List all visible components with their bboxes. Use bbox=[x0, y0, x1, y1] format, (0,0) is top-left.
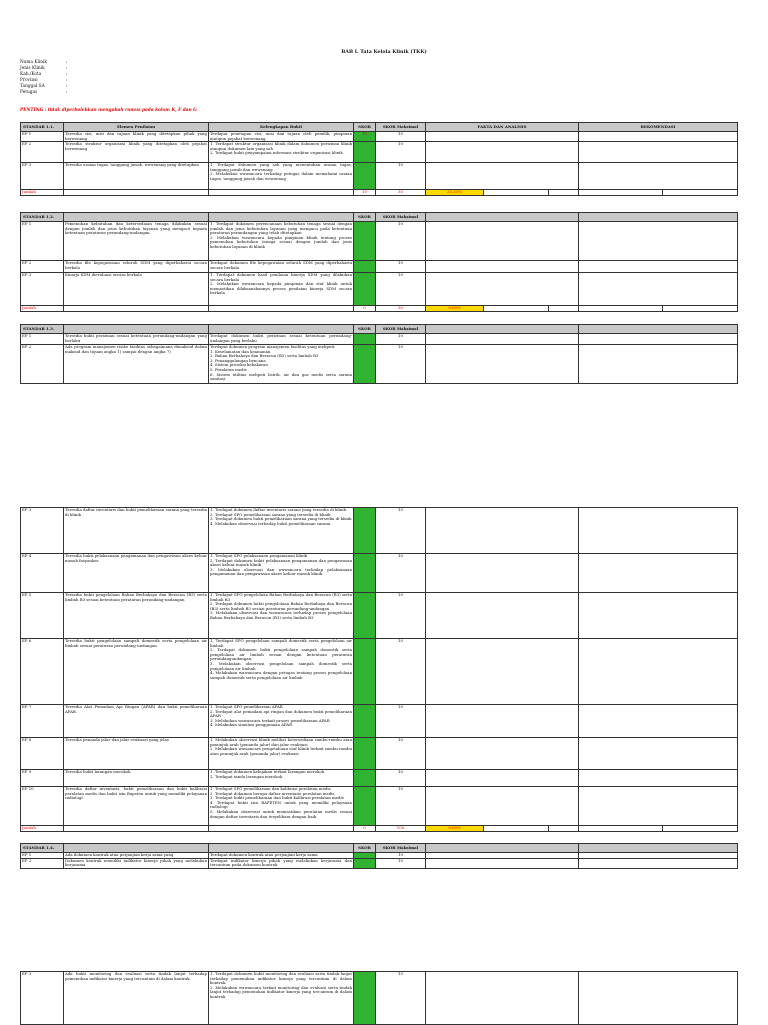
jumlah-max: 100 bbox=[376, 826, 426, 832]
elemen-cell: Ada program manajemen risiko fasilitas sebagaimana dimaksud dalam maksud dan tujuan angka 1) sampai dengan angka 7) bbox=[64, 345, 209, 384]
jumlah-percent: 33,33% bbox=[426, 190, 484, 196]
elemen-cell: Tersedia bukti perizinan sesuai ketentuan perundang-undangan yang berlaku bbox=[65, 333, 207, 343]
bukti-cell: Terdapat dokumen program manajemen fasilitas yang meliputi: 1. Keselamatan dan keamanan 2. Bahan Berbahaya dan Beracun (B3) serta limbah B3 3. Penanggulangan bencana 4. Sistem proteksi kebakaran 5. Peralatan medis 6. Sistem utilitas meliputi listrik, air dan gas medis serta sarana sanitasi bbox=[209, 345, 354, 384]
elemen-cell: Tersedia visi, misi dan tujuan klinik yang ditetapkan pihak yang berwenang bbox=[65, 131, 207, 141]
jumlah-skor: 0 bbox=[354, 826, 376, 832]
header-skor-maks: SKOR Maksimal bbox=[376, 844, 426, 853]
skor-cell[interactable] bbox=[354, 639, 376, 705]
ep-label: EP 2 bbox=[21, 261, 64, 273]
jumlah-percent: 0,00% bbox=[426, 826, 484, 832]
header-rekomendasi: REKOMENDASI bbox=[579, 123, 738, 132]
elemen-cell: Dokumen kontrak memiliki indikator kinerja pihak yang melakukan kerjasama bbox=[65, 858, 207, 868]
standard-title: STANDAR 1.1. bbox=[21, 123, 64, 132]
table-row bbox=[21, 593, 738, 639]
skor-cell[interactable] bbox=[354, 261, 376, 273]
skor-cell[interactable]: 10 bbox=[354, 132, 376, 142]
fakta-cell[interactable] bbox=[426, 334, 579, 345]
jumlah-percent: 0,00% bbox=[426, 306, 484, 312]
elemen-cell: Ada dokumen kontrak atau perjanjian kerja sama yang bbox=[64, 853, 209, 859]
info-sep: : bbox=[66, 90, 68, 96]
max-cell: 10 bbox=[376, 142, 426, 163]
bukti-cell: 1. Terdapat dokumen kebijakan terkait larangan merokok 2. Terdapat tanda larangan merokok bbox=[209, 770, 354, 787]
rekomendasi-cell[interactable] bbox=[579, 770, 738, 787]
ep-label: EP 3 bbox=[21, 508, 64, 554]
elemen-cell: Tersedia bukti pengelolaan sampah domestik serta pengelolaan air limbah sesuai peraturan perundang-undangan bbox=[64, 639, 209, 705]
max-cell: 10 bbox=[376, 705, 426, 738]
header-skor-maks: SKOR Maksimal bbox=[376, 325, 426, 334]
fakta-cell[interactable] bbox=[426, 787, 579, 826]
ep-label: EP 2 bbox=[21, 142, 64, 163]
ep-label: EP 10 bbox=[21, 787, 64, 826]
max-cell: 10 bbox=[376, 639, 426, 705]
bukti-cell: 1. Terdapat dokumen hasil penilaian kinerja SDM yang dilakukan secara berkala 2. Melakukan wawancara kepada pimpinan dan staf klinik untuk memastikan dilaksanakannya proses penilaian kinerja SDM secara berkala bbox=[209, 273, 354, 306]
table-row bbox=[21, 639, 738, 705]
table-row bbox=[21, 334, 738, 345]
info-label: Kab./Kota bbox=[20, 72, 42, 78]
table-row bbox=[21, 273, 738, 306]
fakta-cell[interactable] bbox=[426, 508, 579, 554]
jumlah-skor: 0 bbox=[354, 306, 376, 312]
rekomendasi-cell[interactable] bbox=[579, 593, 738, 639]
max-cell: 10 bbox=[376, 858, 426, 868]
skor-cell[interactable] bbox=[354, 738, 376, 770]
jumlah-label: Jumlah bbox=[21, 306, 64, 312]
rekomendasi-cell[interactable] bbox=[579, 142, 738, 163]
info-label: Petugas bbox=[20, 90, 38, 96]
info-sep: : bbox=[66, 78, 68, 84]
rekomendasi-cell[interactable] bbox=[579, 554, 738, 593]
header-skor: SKOR bbox=[354, 213, 376, 222]
max-cell: 10 bbox=[376, 508, 426, 554]
table-row bbox=[21, 972, 738, 1025]
header-skor: SKOR bbox=[354, 123, 376, 132]
jumlah-row bbox=[21, 306, 738, 312]
jumlah-max: 30 bbox=[376, 190, 426, 196]
elemen-cell: Tersedia struktur organisasi klinik yang ditetapkan oleh pejabat berwenang bbox=[64, 142, 209, 163]
header-fakta: FAKTA DAN ANALISIS bbox=[426, 123, 579, 132]
max-cell: 10 bbox=[376, 334, 426, 345]
fakta-cell[interactable] bbox=[426, 142, 579, 163]
standard-1-3-table bbox=[20, 324, 738, 384]
elemen-cell: Tersedia bukti larangan merokok bbox=[64, 770, 209, 787]
skor-cell[interactable] bbox=[354, 593, 376, 639]
skor-cell[interactable] bbox=[354, 508, 376, 554]
table-row bbox=[21, 554, 738, 593]
max-cell: 10 bbox=[376, 261, 426, 273]
ep-label: EP 5 bbox=[21, 593, 64, 639]
skor-cell[interactable] bbox=[354, 705, 376, 738]
rekomendasi-cell[interactable] bbox=[579, 705, 738, 738]
skor-cell[interactable] bbox=[354, 972, 376, 1025]
fakta-cell[interactable] bbox=[426, 770, 579, 787]
header-bukti: Kelengkapan Bukti bbox=[209, 123, 354, 132]
ep-label: EP 4 bbox=[21, 554, 64, 593]
skor-cell[interactable] bbox=[354, 345, 376, 384]
bukti-cell: 1. Terdapat struktur organisasi klinik dalam dokumen perizinan klinik ataupun dokumen lain yang sah 2. Terdapat bukti penyampaian informasi struktur organisasi klinik bbox=[209, 142, 354, 163]
jumlah-skor: 10 bbox=[354, 190, 376, 196]
fakta-cell[interactable] bbox=[426, 858, 579, 868]
max-cell: 10 bbox=[376, 132, 426, 142]
standard-title: STANDAR 1.2. bbox=[21, 213, 64, 222]
fakta-cell[interactable] bbox=[426, 345, 579, 384]
max-cell: 10 bbox=[376, 554, 426, 593]
max-cell: 10 bbox=[376, 770, 426, 787]
ep-label: EP 2 bbox=[21, 858, 64, 868]
rekomendasi-cell[interactable] bbox=[579, 132, 738, 142]
table-row bbox=[21, 770, 738, 787]
table-row bbox=[21, 738, 738, 770]
ep-label: EP 1 bbox=[21, 222, 64, 261]
bukti-cell: 1. Terdapat SPO pelaksanaan pengamanan klinik 2. Terdapat dokumen bukti pelaksanaan pengamanan dan pengawasan akses keluar masuk klinik 3. Melakukan observasi dan wawancara terhadap pelaksanaan pengamanan dan pengawasan akses keluar masuk klinik bbox=[209, 554, 354, 593]
max-cell: 10 bbox=[376, 593, 426, 639]
rekomendasi-cell[interactable] bbox=[579, 508, 738, 554]
table-row bbox=[21, 705, 738, 738]
table-row bbox=[21, 858, 738, 868]
header-skor: SKOR bbox=[354, 844, 376, 853]
standard-1-2-table bbox=[20, 212, 738, 312]
table-row bbox=[21, 508, 738, 554]
rekomendasi-cell[interactable] bbox=[579, 972, 738, 1025]
elemen-cell: Tersedia daftar inventaris dan bukti pemeliharaan sarana yang tersedia di klinik bbox=[64, 508, 209, 554]
bukti-cell: Terdapat indikator kinerja pihak yang melakukan kerjasama dan tercantum pada dokumen kontrak bbox=[210, 858, 352, 868]
rekomendasi-cell[interactable] bbox=[579, 222, 738, 261]
jumlah-max: 30 bbox=[376, 306, 426, 312]
ep-label: EP 1 bbox=[21, 334, 64, 345]
rekomendasi-cell[interactable] bbox=[579, 163, 738, 190]
info-sep: : bbox=[66, 72, 68, 78]
standard-1-3-continued-table bbox=[20, 507, 738, 832]
ep-label: EP 6 bbox=[21, 639, 64, 705]
header-skor: SKOR bbox=[354, 325, 376, 334]
elemen-cell: Tersedia file kepegawaian seluruh SDM yang diperbaharui secara berkala bbox=[64, 261, 209, 273]
ep-label: EP 3 bbox=[21, 163, 64, 190]
jumlah-row bbox=[21, 826, 738, 832]
rekomendasi-cell[interactable] bbox=[579, 334, 738, 345]
info-label: Jenis Klinik bbox=[20, 66, 45, 72]
fakta-cell[interactable] bbox=[426, 261, 579, 273]
info-sep: : bbox=[66, 84, 68, 90]
elemen-cell: Ada bukti monitoring dan evaluasi serta tindak lanjut terhadap pemenuhan indikator kinerja yang tercantum di dalam kontrak. bbox=[64, 972, 209, 1025]
rekomendasi-cell[interactable] bbox=[579, 273, 738, 306]
max-cell: 10 bbox=[376, 972, 426, 1025]
info-label: Provinsi bbox=[20, 78, 38, 84]
elemen-cell: Tersedia uraian tugas, tanggung jawab, wewenang yang ditetapkan bbox=[64, 163, 209, 190]
skor-cell[interactable] bbox=[354, 858, 376, 868]
ep-label: EP 8 bbox=[21, 738, 64, 770]
ep-label: EP 3 bbox=[21, 273, 64, 306]
elemen-cell: Tersedia bukti pengelolaan Bahan Berbahaya dan Beracun (B3) serta limbah B3 sesuai ketentuan peraturan perundang-undangan bbox=[64, 593, 209, 639]
info-label: Nama Klinik bbox=[20, 60, 48, 65]
skor-cell[interactable] bbox=[354, 142, 376, 163]
max-cell: 10 bbox=[376, 222, 426, 261]
rekomendasi-cell[interactable] bbox=[579, 738, 738, 770]
warning-note: PENTING : tidak diperbolehkan mengubah rumus pada kolom K, F dan G bbox=[20, 108, 197, 113]
bukti-cell: 1. Melakukan observasi klinik melihat ketersediaan rambu-rambu atau penunjuk arah (penanda jalur) dan jalur evakuasi 2. Melakukan wawancara pengetahuan staf klinik terkait rambu-rambu atau penunjuk arah (penanda jalur) evakuasi bbox=[209, 738, 354, 770]
standard-1-4-continued-table bbox=[20, 971, 738, 1025]
header-skor-maks: SKOR Maksimal bbox=[376, 123, 426, 132]
bukti-cell: Terdapat penetapan visi, misi dan tujuan oleh pemilik, pimpinan ataupun pejabat berwenang bbox=[210, 131, 352, 141]
fakta-cell[interactable] bbox=[426, 593, 579, 639]
fakta-cell[interactable] bbox=[426, 163, 579, 190]
table-row bbox=[21, 132, 738, 142]
standard-1-4-table bbox=[20, 843, 738, 869]
fakta-cell[interactable] bbox=[426, 639, 579, 705]
bukti-cell: Terdapat dokumen file kepegawaian seluruh SDM yang diperbaharui secara berkala bbox=[209, 261, 354, 273]
ep-label: EP 9 bbox=[21, 770, 64, 787]
ep-label: EP 1 bbox=[21, 132, 64, 142]
max-cell: 10 bbox=[376, 273, 426, 306]
standard-title: STANDAR 1.4. bbox=[21, 844, 64, 853]
fakta-cell[interactable] bbox=[426, 554, 579, 593]
ep-label: EP 7 bbox=[21, 705, 64, 738]
table-row bbox=[21, 142, 738, 163]
standard-title: STANDAR 1.3. bbox=[21, 325, 64, 334]
info-sep: : bbox=[66, 60, 68, 65]
rekomendasi-cell[interactable] bbox=[579, 858, 738, 868]
bukti-cell: Terdapat dokumen bukti perizinan sesuai ketentuan perundang-undangan yang berlaku bbox=[210, 333, 352, 343]
info-row bbox=[20, 90, 67, 96]
elemen-cell: Kinerja SDM dievaluasi secara berkala bbox=[64, 273, 209, 306]
jumlah-row bbox=[21, 190, 738, 196]
rekomendasi-cell[interactable] bbox=[579, 261, 738, 273]
skor-cell[interactable] bbox=[354, 163, 376, 190]
max-cell: 10 bbox=[376, 738, 426, 770]
bukti-cell: 1. Terdapat SPO pengelolaan sampah domestik serta pengelolaan air limbah 2. Terdapat dokumen bukti pengelolaan sampah domestik serta pengelolaan air limbah sesuai dengan ketentuan peraturan perundangundangan. 3. Melakukan observasi pengelolaan sampah domestik serta pengelolaan air limbah 4. Melakukan wawancara dengan petugas tentang proses pengelolaan sampah domestik serta pengelolaan air limbah bbox=[209, 639, 354, 705]
info-sep: : bbox=[66, 66, 68, 72]
fakta-cell[interactable] bbox=[426, 705, 579, 738]
skor-cell[interactable] bbox=[354, 334, 376, 345]
table-row bbox=[21, 222, 738, 261]
elemen-cell: Tersedia penanda jalur dan jalur evakuasi yang jelas bbox=[64, 738, 209, 770]
fakta-cell[interactable] bbox=[426, 273, 579, 306]
table-row bbox=[21, 163, 738, 190]
clinic-info bbox=[20, 60, 67, 97]
bukti-cell: 1. Terdapat dokumen yang sah yang menentukan uraian tugas, tanggung jawab dan wewenang 2. Melakukan wawancara terhadap petugas dalam memahami uraian tugas, tanggung jawab dan wewenang bbox=[209, 163, 354, 190]
skor-cell[interactable] bbox=[354, 222, 376, 261]
bukti-cell: 1. Terdapat dokumen daftar inventaris sarana yang tersedia di klinik 2. Terdapat SPO pemeliharaan sarana yang tersedia di klinik 3. Terdapat dokumen bukti pemeliharaan sarana yang tersedia di klinik 4. Melakukan observasi terhadap bukti pemeliharaan sarana bbox=[209, 508, 354, 554]
jumlah-label: Jumlah bbox=[21, 190, 64, 196]
rekomendasi-cell[interactable] bbox=[579, 345, 738, 384]
rekomendasi-cell[interactable] bbox=[579, 639, 738, 705]
ep-label: EP 2 bbox=[21, 345, 64, 384]
rekomendasi-cell[interactable] bbox=[579, 787, 738, 826]
fakta-cell[interactable] bbox=[426, 222, 579, 261]
bukti-cell: 1. Terdapat SPO pengelolaan Bahan Berbahaya dan Beracun (B3) serta limbah B3 2. Terdapat dokumen bukti pengelolaan Bahan Berbahaya dan Beracun (B3) serta limbah B3 sesuai peraturan perundang-undangan 3. Melakukan observasi dan wawancara terhadap proses pengelolaan Bahan Berbahaya dan Beracun (B3) serta limbah B3 bbox=[209, 593, 354, 639]
header-skor-maks: SKOR Maksimal bbox=[376, 213, 426, 222]
bukti-cell: 1. Terdapat dokumen bukti monitoring dan evaluasi serta tindak lanjut terhadap pemenuhan indikator kinerja yang tercantum di dalam kontrak. 2. Melakukan wawancara terkait monitoring dan evaluasi serta tindak lanjut terhadap pemenuhan indikator kinerja yang tercantum di dalam kontrak bbox=[209, 972, 354, 1025]
skor-cell[interactable] bbox=[354, 770, 376, 787]
max-cell: 10 bbox=[376, 345, 426, 384]
bukti-cell: 1. Terdapat dokumen perencanaan kebutuhan tenaga sesuai dengan jumlah dan jenis kebutuhan layanan yang mengacu pada ketentuan peraturan perundangan yang telah ditetapkan 2. Melakukan wawancara kepada pimpinan klinik tentang proses pemenuhan kebutuhan tenaga sesuai dengan jumlah dan jenis kebutuhan layanan di klinik bbox=[209, 222, 354, 261]
info-label: Tanggal SA bbox=[20, 84, 45, 90]
max-cell: 10 bbox=[376, 787, 426, 826]
header-elemen: Elemen Penilaian bbox=[64, 123, 209, 132]
elemen-cell: Tersedia bukti pelaksanaan pengamanan dan pengawasan akses keluar masuk fasyankes bbox=[64, 554, 209, 593]
bukti-cell: 1. Terdapat SPO pemeliharaan dan kalibrasi peralatan medis 2. Terdapat dokumen berupa daftar inventaris peralatan medis 3. Terdapat bukti pemeliharaan dan bukti kalibrasi peralatan medis 4. Terdapat bukti izin BAPETEN untuk yang memiliki pelayanan radiologi 5. Melakukan observasi untuk memastikan peralatan medis sesuai dengan daftar inventaris dan terpelihara dengan baik bbox=[209, 787, 354, 826]
document-title: BAB I. Tata Kelola Klinik (TKK) bbox=[341, 49, 427, 55]
fakta-cell[interactable] bbox=[426, 738, 579, 770]
skor-cell[interactable] bbox=[354, 554, 376, 593]
elemen-cell: Tersedia Alat Pemadam Api Ringan (APAR) dan bukti pemeliharaan APAR. bbox=[64, 705, 209, 738]
max-cell: 10 bbox=[376, 853, 426, 859]
fakta-cell[interactable] bbox=[426, 132, 579, 142]
max-cell: 10 bbox=[376, 163, 426, 190]
table-row bbox=[21, 345, 738, 384]
bukti-cell: 1. Terdapat SPO pemeliharaan APAR 2. Terdapat alat pemadam api ringan dan dokumen bukti pemeliharaan APAR 3. Melakukan wawancara terkait proses pemeliharaan APAR 4. Melakukan simulasi penggunaan APAR bbox=[209, 705, 354, 738]
bukti-cell: Terdapat dokumen kontrak atau perjanjian kerja sama bbox=[209, 853, 354, 859]
table-row bbox=[21, 787, 738, 826]
skor-cell[interactable] bbox=[354, 273, 376, 306]
standard-1-1-table bbox=[20, 122, 738, 196]
ep-label: EP 3 bbox=[21, 972, 64, 1025]
elemen-cell: Tersedia daftar inventaris, bukti pemeliharaan dan bukti kalibrasi peralatan medis dan bukti izin Bapeten untuk yang memiliki pelayanan radiologi. bbox=[64, 787, 209, 826]
jumlah-label: Jumlah bbox=[21, 826, 64, 832]
table-row bbox=[21, 261, 738, 273]
skor-cell[interactable] bbox=[354, 787, 376, 826]
elemen-cell: Pemenuhan kebutuhan dan ketersediaan tenaga dilakukan sesuai dengan jumlah dan jenis kebutuhan layanan yang mengacu kepada ketentuan peraturan perundang-undangan. bbox=[64, 222, 209, 261]
fakta-cell[interactable] bbox=[426, 972, 579, 1025]
ep-label: EP 1 bbox=[21, 853, 64, 859]
